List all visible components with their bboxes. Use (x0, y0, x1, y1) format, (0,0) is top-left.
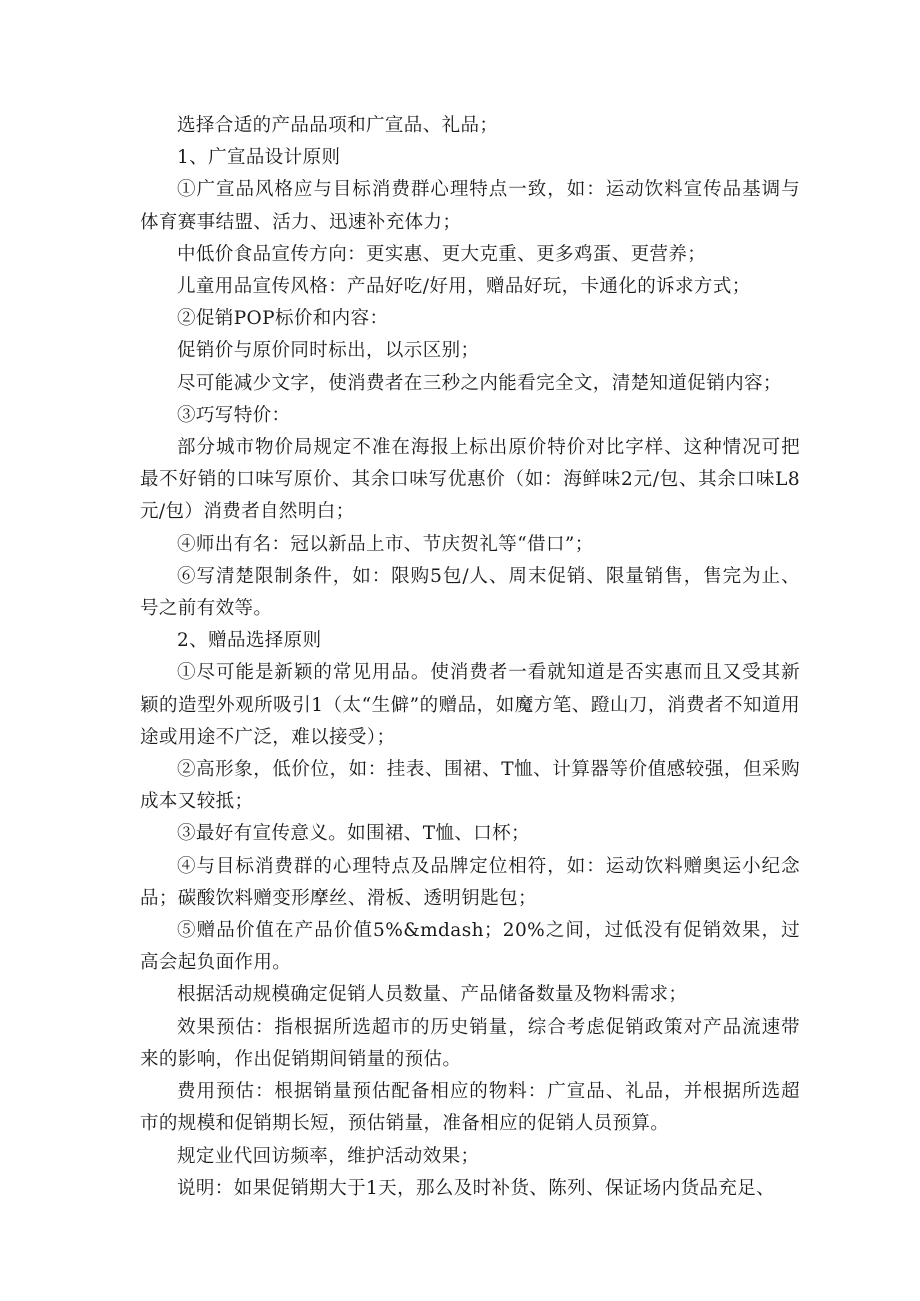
document-body (140, 110, 800, 1205)
paragraph-high-image-low-price: ②高形象，低价位，如：挂表、围裙、T恤、计算器等价值感较强，但采购成本又较抵； (140, 759, 800, 813)
paragraph-product-selection: 选择合适的产品品项和广宣品、礼品； (177, 115, 499, 136)
paragraph-price-comparison: 促销价与原价同时标出，以示区别； (177, 340, 480, 362)
paragraph-cost-estimate: 费用预估：根据销量预估配备相应的物料：广宣品、礼品，并根据所选超市的规模和促销期长短，预估销量，准备相应的促销人员预算。 (140, 1081, 800, 1135)
paragraph-justified-reason: ④师出有名：冠以新品上市、节庆贺礼等“借口”； (177, 533, 594, 555)
heading-gift-selection-principles: 2、赠品选择原则 (177, 630, 322, 652)
paragraph-reduce-text: 尽可能减少文字，使消费者在三秒之内能看完全文，清楚知道促销内容； (177, 372, 782, 394)
paragraph-pop-pricing: ②促销POP标价和内容： (177, 308, 389, 330)
paragraph-low-price-food: 中低价食品宣传方向：更实惠、更大克重、更多鸡蛋、更营养； (177, 243, 707, 265)
paragraph-ad-style: ①广宣品风格应与目标消费群心理特点一致，如：运动饮料宣传品基调与体育赛事结盟、活力、迅速补充体力； (140, 179, 800, 233)
paragraph-promotional-meaning: ③最好有宣传意义。如围裙、T恤、口杯； (177, 823, 530, 845)
paragraph-explanation: 说明：如果促销期大于1天，那么及时补货、陈列、保证场内货品充足、 (177, 1177, 776, 1199)
paragraph-novel-gifts: ①尽可能是新颖的常见用品。使消费者一看就知道是否实惠而且又受其新颖的造型外观所吸引1（太“生僻”的赠品，如魔方笔、蹬山刀，消费者不知道用途或用途不广泛，难以接受）； (140, 662, 800, 748)
paragraph-target-consumer-fit: ④与目标消费群的心理特点及品牌定位相符，如：运动饮料赠奥运小纪念品；碳酸饮料赠变形摩丝、滑板、透明钥匙包； (140, 855, 800, 909)
paragraph-gift-value-range: ⑤赠品价值在产品价值5%&mdash；20%之间，过低没有促销效果，过高会起负面作用。 (140, 920, 800, 974)
heading-ad-design-principles: 1、广宣品设计原则 (177, 147, 341, 169)
paragraph-restrictions: ⑥写清楚限制条件，如：限购5包/人、周末促销、限量销售，售完为止、号之前有效等。 (140, 565, 800, 620)
paragraph-staffing-needs: 根据活动规模确定促销人员数量、产品储备数量及物料需求； (177, 984, 688, 1006)
paragraph-special-price-heading: ③巧写特价： (177, 404, 291, 426)
paragraph-children-products: 儿童用品宣传风格：产品好吃/好用，赠品好玩，卡通化的诉求方式； (177, 276, 751, 298)
paragraph-visit-frequency: 规定业代回访频率，维护活动效果； (177, 1145, 480, 1167)
paragraph-special-price-detail: 部分城市物价局规定不准在海报上标出原价特价对比字样、这种情况可把最不好销的口味写原价、其余口味写优惠价（如：海鲜味2元/包、其余口味L8元/包）消费者自然明白； (140, 437, 800, 523)
paragraph-effect-estimate: 效果预估：指根据所选超市的历史销量，综合考虑促销政策对产品流速带来的影响，作出促销期间销量的预估。 (140, 1016, 800, 1070)
